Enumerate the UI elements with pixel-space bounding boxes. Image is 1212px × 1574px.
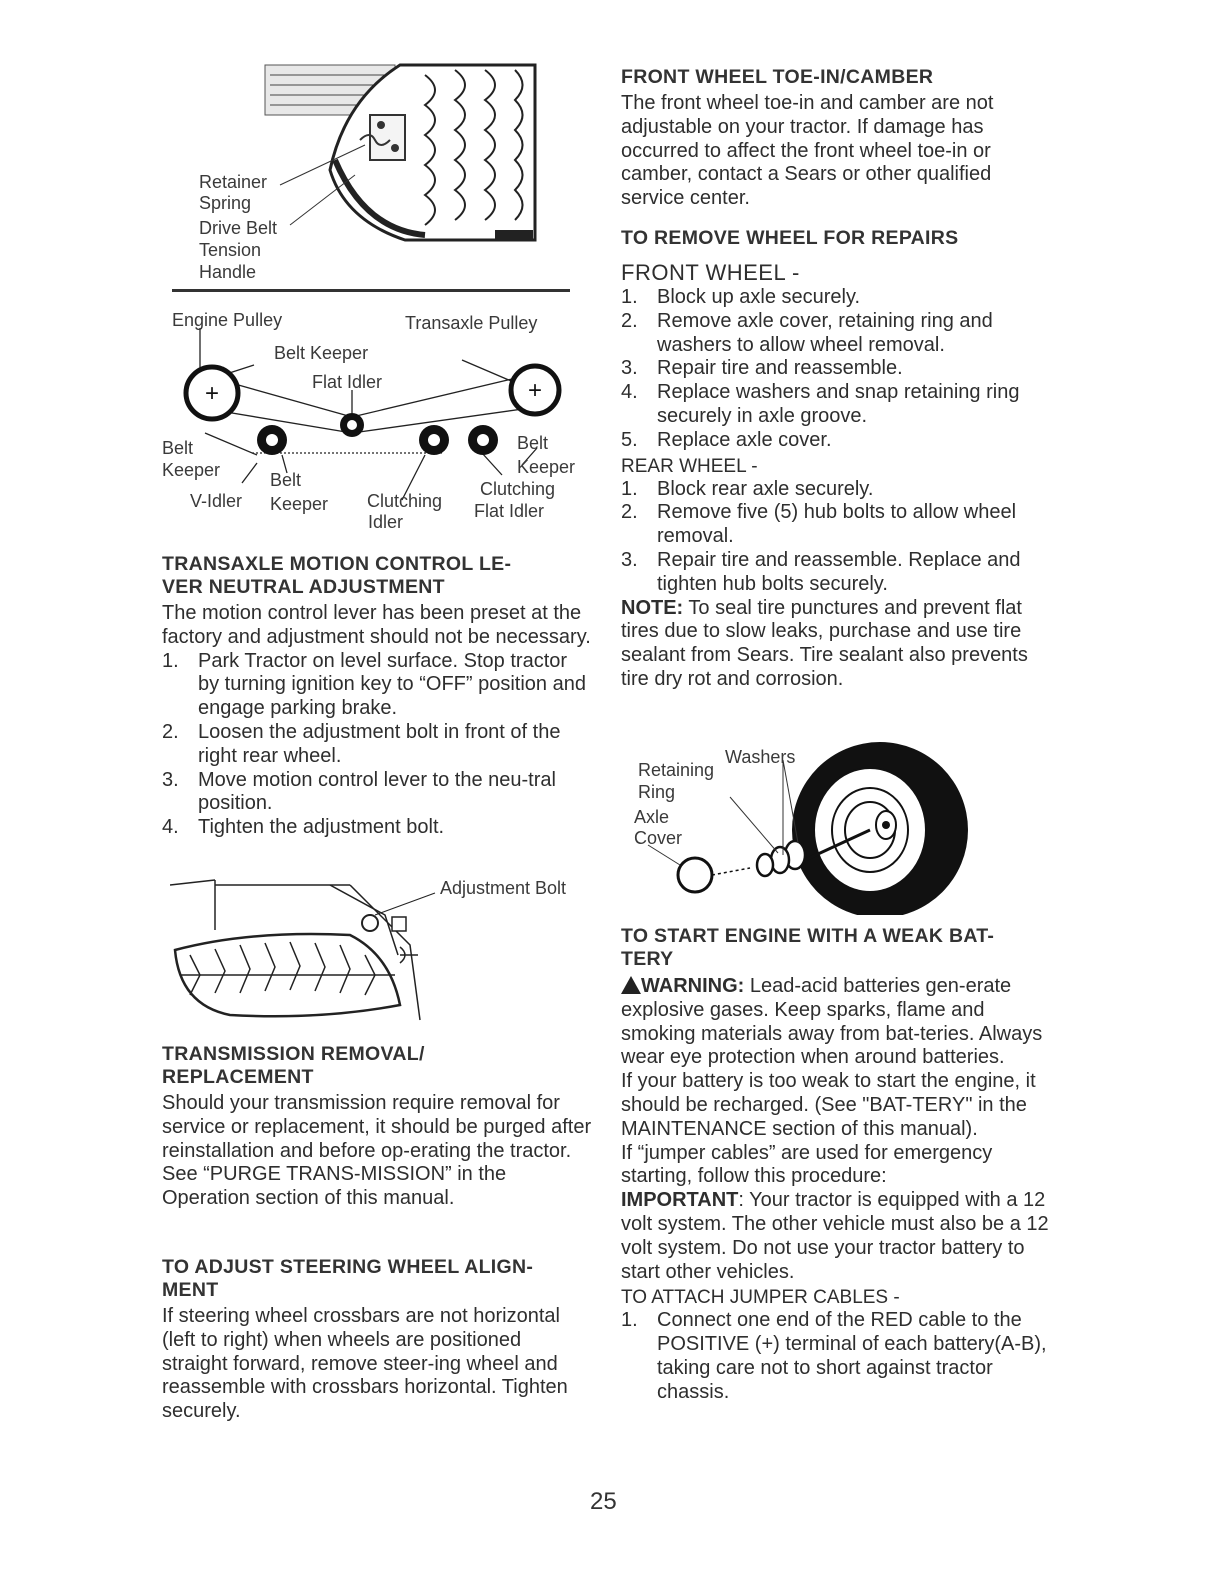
list-item: 2. Remove five (5) hub bolts to allow wheel removal. xyxy=(621,501,1017,548)
figure-divider xyxy=(172,289,570,292)
label-axle: Axle xyxy=(634,807,670,827)
battery-para-2: If “jumper cables” are used for emergency starting, follow this procedure: xyxy=(621,1141,993,1188)
list-item: 4. Tighten the adjustment bolt. xyxy=(162,816,445,839)
note-text: To seal tire punctures and prevent flat tires due to slow leaks, purchase and use tire sealant from Sears. Tire sealant also prevents tire dry rot and corrosion. xyxy=(621,596,1028,690)
attach-title: TO ATTACH JUMPER CABLES - xyxy=(621,1287,900,1309)
section-steering xyxy=(162,1256,592,1424)
heading-transmission-1: TRANSMISSION REMOVAL/ xyxy=(162,1043,425,1065)
list-item: 2. Remove axle cover, retaining ring and washers to allow wheel removal. xyxy=(621,309,993,356)
label-keeper-right: Keeper xyxy=(517,457,576,477)
list-item: 3. Repair tire and reassemble. xyxy=(621,357,903,380)
figure-adjustment-bolt xyxy=(170,875,590,1025)
label-retaining: Retaining xyxy=(638,760,715,780)
list-item: 2. Loosen the adjustment bolt in front of the right rear wheel. xyxy=(162,720,561,767)
figure-wheel-assembly xyxy=(630,735,970,915)
heading-transaxle-2: VER NEUTRAL ADJUSTMENT xyxy=(162,576,445,598)
transaxle-steps xyxy=(162,650,592,840)
section-transmission xyxy=(162,1043,592,1211)
svg-text:+: + xyxy=(204,380,220,407)
label-flat-idler: Flat Idler xyxy=(312,372,383,392)
toein-body: The front wheel toe-in and camber are not adjustable on your tractor. If damage has occurred to affect the front wheel toe-in or camber, contact a Sears or other qualified service center. xyxy=(621,92,994,210)
label-ring: Ring xyxy=(638,782,676,802)
important-paragraph xyxy=(621,1189,1051,1284)
battery-para-1: If your battery is too weak to start the engine, it should be recharged. (See "BAT-TERY" in the MAINTENANCE section of this manual). xyxy=(621,1070,1036,1140)
attach-steps xyxy=(621,1309,1051,1404)
section-toein xyxy=(621,66,1051,211)
page-number: 25 xyxy=(590,1488,617,1515)
list-item: 5. Replace axle cover. xyxy=(621,428,832,451)
label-washers: Washers xyxy=(725,747,796,767)
heading-steering-1: TO ADJUST STEERING WHEEL ALIGN- xyxy=(162,1256,534,1278)
label-transaxle-pulley: Transaxle Pulley xyxy=(405,313,538,333)
transaxle-intro: The motion control lever has been preset at the factory and adjustment should not be necessary. xyxy=(162,602,591,648)
heading-steering-2: MENT xyxy=(162,1279,219,1301)
heading-transmission-2: REPLACEMENT xyxy=(162,1066,314,1088)
figure-tension-handle xyxy=(195,60,540,285)
label-clutching-idler-1: Clutching xyxy=(367,491,443,511)
section-remove-wheel xyxy=(621,227,1051,692)
label-belt-keeper-top: Belt Keeper xyxy=(274,343,369,363)
label-handle: Handle xyxy=(199,262,257,282)
note-label: NOTE: xyxy=(621,596,684,619)
label-tension: Tension xyxy=(199,240,262,260)
label-belt-right: Belt xyxy=(517,433,549,453)
svg-text:+: + xyxy=(527,377,543,404)
important-text: : Your tractor is equipped with a 12 volt system. The other vehicle must also be a 12 volt system. Do not use your tractor battery to start other vehicles. xyxy=(621,1189,1049,1283)
warning-triangle-icon xyxy=(621,976,641,994)
label-keeper-mid: Keeper xyxy=(270,494,329,514)
label-drive-belt: Drive Belt xyxy=(199,218,278,238)
label-cover: Cover xyxy=(634,828,683,848)
important-label: IMPORTANT xyxy=(621,1189,739,1212)
label-v-idler: V-Idler xyxy=(190,491,243,511)
label-spring: Spring xyxy=(199,193,252,213)
steering-body: If steering wheel crossbars are not horizontal (left to right) when wheels are positioned straight forward, remove steer-ing wheel and reassemble with crossbars horizontal. Tighten securely. xyxy=(162,1305,568,1423)
list-item: 4. Replace washers and snap retaining ring securely in axle groove. xyxy=(621,381,1020,427)
list-item: 1. Connect one end of the RED cable to the POSITIVE (+) terminal of each battery(A-B), taking care not to short against tractor chassis. xyxy=(621,1309,1047,1403)
figure-pulley-diagram xyxy=(162,305,592,540)
front-wheel-steps xyxy=(621,286,1051,453)
label-retainer: Retainer xyxy=(199,172,268,192)
list-item: 1. Block up axle securely. xyxy=(621,286,861,308)
heading-weak-battery-2: TERY xyxy=(621,948,674,970)
label-clutching-idler-2: Idler xyxy=(368,512,404,532)
transmission-body: Should your transmission require removal for service or replacement, it should be purged after reinstallation and before op-erating the tractor. See “PURGE TRANS-MISSION” in the Operation section of this manual. xyxy=(162,1092,592,1210)
section-transaxle xyxy=(162,553,592,840)
heading-toein: FRONT WHEEL TOE-IN/CAMBER xyxy=(621,66,934,88)
label-engine-pulley: Engine Pulley xyxy=(172,310,283,330)
label-belt-mid: Belt xyxy=(270,470,302,490)
heading-transaxle-1: TRANSAXLE MOTION CONTROL LE- xyxy=(162,553,512,575)
label-keeper-left: Keeper xyxy=(162,460,221,480)
warning-text: Lead-acid batteries gen-erate explosive gases. Keep sparks, flame and smoking materials away from bat-teries. Always wear eye protection when around batteries. xyxy=(621,975,1043,1069)
heading-remove-wheel: TO REMOVE WHEEL FOR REPAIRS xyxy=(621,227,959,249)
rear-wheel-steps xyxy=(621,478,1051,597)
label-clutching-flat-2: Flat Idler xyxy=(474,501,545,521)
list-item: 3. Move motion control lever to the neu-tral position. xyxy=(162,768,556,815)
warning-paragraph xyxy=(621,975,1051,1070)
label-adjustment-bolt: Adjustment Bolt xyxy=(440,878,567,898)
note-paragraph xyxy=(621,597,1051,692)
rear-wheel-title: REAR WHEEL - xyxy=(621,455,758,477)
front-wheel-title: FRONT WHEEL - xyxy=(621,260,800,285)
list-item: 3. Repair tire and reassemble. Replace and tighten hub bolts securely. xyxy=(621,548,1021,595)
heading-weak-battery-1: TO START ENGINE WITH A WEAK BAT- xyxy=(621,925,995,947)
section-weak-battery xyxy=(621,925,1051,1405)
label-clutching-flat-1: Clutching xyxy=(480,479,556,499)
list-item: 1. Park Tractor on level surface. Stop tractor by turning ignition key to “OFF” position and engage parking brake. xyxy=(162,649,586,720)
list-item: 1. Block rear axle securely. xyxy=(621,477,874,500)
warning-label: WARNING: xyxy=(641,975,745,997)
label-belt-left: Belt xyxy=(162,438,194,458)
